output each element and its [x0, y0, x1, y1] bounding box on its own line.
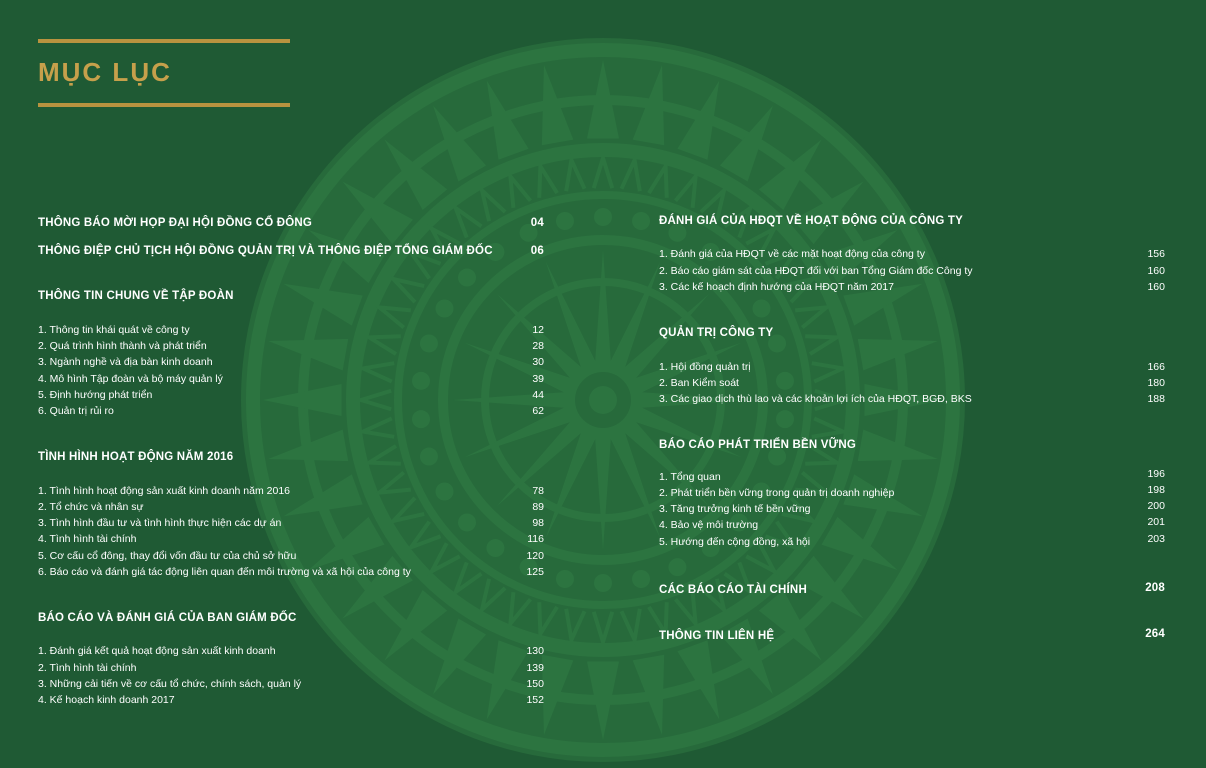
toc-entry-page: 06: [530, 245, 544, 257]
title-bottom-rule: [38, 103, 290, 107]
toc-item[interactable]: 3. Các kế hoạch định hướng của HĐQT năm 2017 160: [659, 281, 1165, 293]
toc-item[interactable]: 3. Tình hình đầu tư và tình hình thực hiện các dự án 98: [38, 517, 544, 529]
toc-item[interactable]: 6. Báo cáo và đánh giá tác động liên quan đến môi trường và xã hội của công ty 125: [38, 566, 544, 578]
title-top-rule: [38, 39, 290, 43]
toc-item[interactable]: 1. Đánh giá của HĐQT về các mặt hoạt động của công ty 156: [659, 248, 1165, 260]
toc-page: MỤC LỤC THÔNG BÁO MỜI HỌP ĐẠI HỘI ĐỒNG CỔ ĐÔNG 04 THÔNG ĐIỆP CHỦ TỊCH HỘI ĐỒNG QUẢN TRỊ VÀ THÔNG ĐIỆP TỔNG GIÁM ĐỐC 06 THÔNG TIN CHUNG VỀ TẬP ĐOÀN 1. Thông tin khái quát về công ty 12 2. Quá trình hình thành và phát triển 28 3. Ngành nghề và địa bàn kinh doanh 30 4. Mô hình Tập đoàn và bộ máy quản lý 39 5. Định hướng phát triển 44 6. Quản trị rủi ro 62 TÌNH HÌNH HOẠT ĐỘNG NĂM 2016 1. Tình hình hoạt động sản xuất kinh doanh năm 2016 78 2. Tổ chức và nhân sự 89 3. Tình hình đầu tư và tình hình thực hiện các dự án 98 4. Tình hình tài chính 116 5. Cơ cấu cổ đông, thay đổi vốn đầu tư của chủ sở hữu 120 6. Báo cáo và đánh giá tác động liên quan đến môi trường và xã hội của công ty 125 BÁO CÁO VÀ ĐÁNH GIÁ CỦA BAN GIÁM ĐỐC 1. Đánh giá kết quả hoạt động sản xuất kinh doanh 130 2. Tình hình tài chính 139 3. Những cải tiến về cơ cấu tổ chức, chính sách, quản lý 150 4. Kế hoạch kinh doanh 2017 152 ĐÁNH GIÁ CỦA HĐQT VỀ HOẠT ĐỘNG CỦA CÔNG TY 1. Đánh giá của HĐQT về các mặt hoạt động của công ty 156 2. Báo cáo giám sát của HĐQT đối với ban Tổng Giám đốc Công ty 160 3. Các kế hoạch định hướng của HĐQT năm 2017 160 QUẢN TRỊ CÔNG TY 1. Hội đồng quản trị 166 2. Ban Kiểm soát 180 3. Các giao dịch thù lao và các khoản lợi ích của HĐQT, BGĐ, BKS 188 BÁO CÁO PHÁT TRIỂN BỀN VỮNG 1. Tổng quan 196 2. Phát triển bền vững trong quản trị doanh nghiệp 198 3. Tăng trưởng kinh tế bền vững 200 4. Bảo vệ môi trường 201 5. Hướng đến cộng đồng, xã hội 203 CÁC BÁO CÁO TÀI CHÍNH 208 THÔNG TIN LIÊN HỆ 264: [0, 0, 1206, 768]
toc-entry-page: 208: [1145, 582, 1165, 594]
toc-item[interactable]: 1. Tổng quan 196: [659, 468, 1165, 483]
toc-item[interactable]: 1. Thông tin khái quát về công ty 12: [38, 324, 544, 336]
toc-item[interactable]: 1. Tình hình hoạt động sản xuất kinh doanh năm 2016 78: [38, 485, 544, 497]
toc-item[interactable]: 2. Phát triển bền vững trong quản trị doanh nghiệp 198: [659, 484, 1165, 499]
toc-entry-page: 04: [530, 217, 544, 229]
toc-item[interactable]: 2. Ban Kiểm soát 180: [659, 377, 1165, 389]
toc-entry-label: THÔNG BÁO MỜI HỌP ĐẠI HỘI ĐỒNG CỔ ĐÔNG: [38, 217, 313, 229]
toc-item[interactable]: 3. Những cải tiến về cơ cấu tổ chức, chính sách, quản lý 150: [38, 678, 544, 690]
toc-item[interactable]: 6. Quản trị rủi ro 62: [38, 405, 544, 417]
toc-item[interactable]: 5. Hướng đến cộng đồng, xã hội 203: [659, 533, 1165, 548]
toc-item[interactable]: 4. Kế hoạch kinh doanh 2017 152: [38, 694, 544, 706]
toc-item[interactable]: 3. Ngành nghề và địa bàn kinh doanh 30: [38, 356, 544, 368]
toc-item[interactable]: 4. Tình hình tài chính 116: [38, 533, 544, 545]
toc-item[interactable]: 5. Định hướng phát triển 44: [38, 389, 544, 401]
toc-item[interactable]: 3. Tăng trưởng kinh tế bền vững 200: [659, 500, 1165, 515]
toc-item[interactable]: 5. Cơ cấu cổ đông, thay đổi vốn đầu tư của chủ sở hữu 120: [38, 550, 544, 562]
toc-item[interactable]: 2. Quá trình hình thành và phát triển 28: [38, 340, 544, 352]
toc-item[interactable]: 2. Báo cáo giám sát của HĐQT đối với ban Tổng Giám đốc Công ty 160: [659, 265, 1165, 277]
toc-entry-page: 264: [1145, 628, 1165, 640]
toc-entry-label: CÁC BÁO CÁO TÀI CHÍNH: [659, 584, 807, 596]
toc-item[interactable]: 2. Tổ chức và nhân sự 89: [38, 501, 544, 513]
toc-item[interactable]: 4. Bảo vệ môi trường 201: [659, 516, 1165, 531]
toc-item[interactable]: 4. Mô hình Tập đoàn và bộ máy quản lý 39: [38, 373, 544, 385]
toc-item[interactable]: 1. Hội đồng quản trị 166: [659, 361, 1165, 373]
toc-entry-label: THÔNG ĐIỆP CHỦ TỊCH HỘI ĐỒNG QUẢN TRỊ VÀ THÔNG ĐIỆP TỔNG GIÁM ĐỐC: [38, 245, 493, 257]
toc-item[interactable]: 2. Tình hình tài chính 139: [38, 662, 544, 674]
toc-entry-label: THÔNG TIN LIÊN HỆ: [659, 630, 775, 642]
toc-item[interactable]: 1. Đánh giá kết quả hoạt động sản xuất kinh doanh 130: [38, 645, 544, 657]
toc-item[interactable]: 3. Các giao dịch thù lao và các khoản lợi ích của HĐQT, BGĐ, BKS 188: [659, 393, 1165, 405]
page-title: MỤC LỤC: [38, 57, 172, 87]
